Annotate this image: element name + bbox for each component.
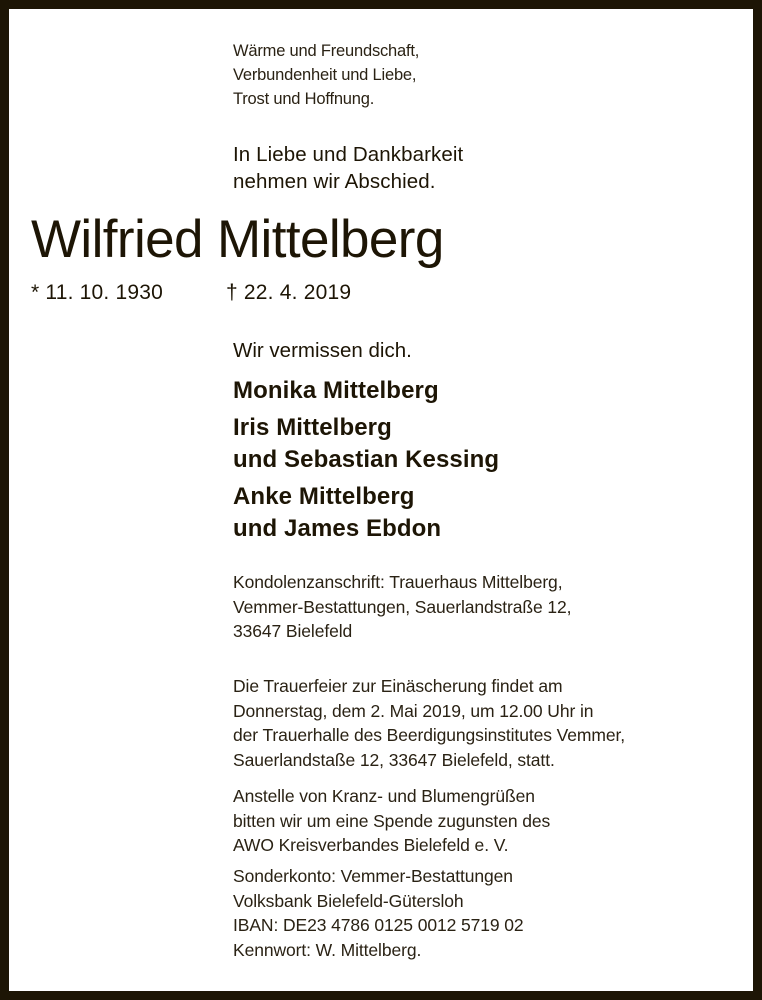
mourner-name: Monika Mittelberg [233, 377, 439, 404]
condolence-address [233, 570, 571, 644]
mourner-group [233, 481, 499, 545]
deceased-name: Wilfried Mittelberg [31, 210, 444, 269]
verse-line: Verbundenheit und Liebe, [233, 66, 417, 84]
ceremony-line: Die Trauerfeier zur Einäscherung findet am [233, 676, 563, 696]
account-line: Volksbank Bielefeld-Gütersloh [233, 890, 464, 911]
address-line: 33647 Bielefeld [233, 621, 353, 641]
mourners-list [233, 375, 499, 550]
mourner-group [233, 375, 499, 407]
bank-account [233, 864, 524, 962]
ceremony-line: der Trauerhalle des Beerdigungsinstitutes Vemmer, [233, 725, 625, 745]
birth-date: * 11. 10. 1930 [31, 281, 164, 304]
donation-request [233, 784, 550, 858]
donation-line: Anstelle von Kranz- und Blumengrüßen [233, 786, 535, 806]
obituary-notice [9, 9, 753, 991]
mourner-group [233, 412, 499, 476]
mourner-name: Anke Mittelberg [233, 483, 415, 510]
ceremony-info [233, 674, 625, 772]
address-line: Kondolenzanschrift: Trauerhaus Mittelberg, [233, 572, 563, 592]
mourner-name: und Sebastian Kessing [233, 446, 500, 473]
ceremony-line: Sauerlandstaße 12, 33647 Bielefeld, statt. [233, 749, 555, 770]
keyword-line: Kennwort: W. Mittelberg. [233, 939, 422, 960]
donation-line: AWO Kreisverbandes Bielefeld e. V. [233, 835, 509, 855]
death-date: † 22. 4. 2019 [226, 281, 352, 304]
address-line: Vemmer-Bestattungen, Sauerlandstraße 12, [233, 596, 572, 617]
farewell-text [233, 141, 463, 195]
farewell-line: nehmen wir Abschied. [233, 170, 436, 193]
account-line: Sonderkonto: Vemmer-Bestattungen [233, 866, 513, 886]
iban-line: IBAN: DE23 4786 0125 0012 5719 02 [233, 915, 524, 935]
donation-line: bitten wir um eine Spende zugunsten des [233, 810, 551, 831]
mourner-name: Iris Mittelberg [233, 414, 392, 441]
verse-line: Wärme und Freundschaft, [233, 42, 420, 60]
ceremony-line: Donnerstag, dem 2. Mai 2019, um 12.00 Uhr in [233, 700, 594, 721]
miss-line: Wir vermissen dich. [233, 339, 412, 362]
mourner-name: und James Ebdon [233, 515, 442, 542]
verse [233, 39, 419, 111]
verse-line: Trost und Hoffnung. [233, 90, 375, 108]
farewell-line: In Liebe und Dankbarkeit [233, 143, 464, 166]
